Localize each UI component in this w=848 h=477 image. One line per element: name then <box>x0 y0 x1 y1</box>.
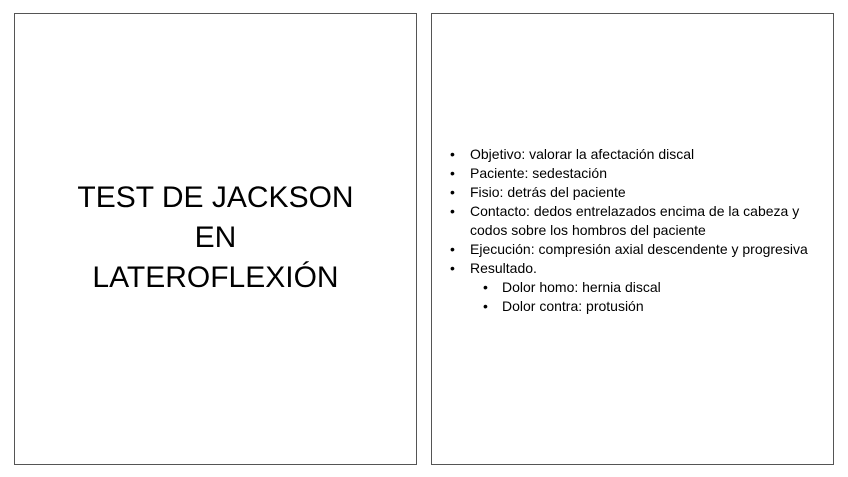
bullet-item <box>446 259 826 278</box>
bullet-icon: • <box>450 184 455 200</box>
bullet-item <box>446 164 826 183</box>
bullet-item <box>446 183 826 202</box>
sub-bullet-item <box>446 297 826 316</box>
bullet-text: Objetivo: valorar la afectación discal <box>470 146 695 162</box>
bullet-icon: • <box>450 146 455 162</box>
bullet-text: Ejecución: compresión axial descendente y progresiva <box>470 241 808 257</box>
bullet-icon: • <box>450 241 455 257</box>
slide-title-text <box>15 178 416 298</box>
bullet-icon: • <box>483 279 488 295</box>
bullet-text: Resultado. <box>470 260 537 276</box>
sub-bullet-text: Dolor contra: protusión <box>502 298 644 314</box>
bullet-icon: • <box>483 298 488 314</box>
slide-content[interactable] <box>431 13 834 465</box>
sub-bullet-list <box>446 278 826 316</box>
title-line: EN <box>194 221 237 254</box>
bullet-icon: • <box>450 260 455 276</box>
title-line: LATEROFLEXIÓN <box>92 261 339 294</box>
bullet-item <box>446 145 826 164</box>
sub-bullet-item <box>446 278 826 297</box>
bullet-icon: • <box>450 165 455 181</box>
bullet-text: Paciente: sedestación <box>470 165 607 181</box>
bullet-text: Fisio: detrás del paciente <box>470 184 626 200</box>
bullet-list <box>446 145 826 316</box>
bullet-item <box>446 240 826 259</box>
sub-bullet-text: Dolor homo: hernia discal <box>502 279 661 295</box>
bullet-icon: • <box>450 203 455 219</box>
bullet-text: Contacto: dedos entrelazados encima de la cabeza y codos sobre los hombros del paciente <box>470 203 800 238</box>
bullet-item <box>446 202 826 240</box>
title-line: TEST DE JACKSON <box>77 181 354 214</box>
slide-title[interactable] <box>14 13 417 465</box>
